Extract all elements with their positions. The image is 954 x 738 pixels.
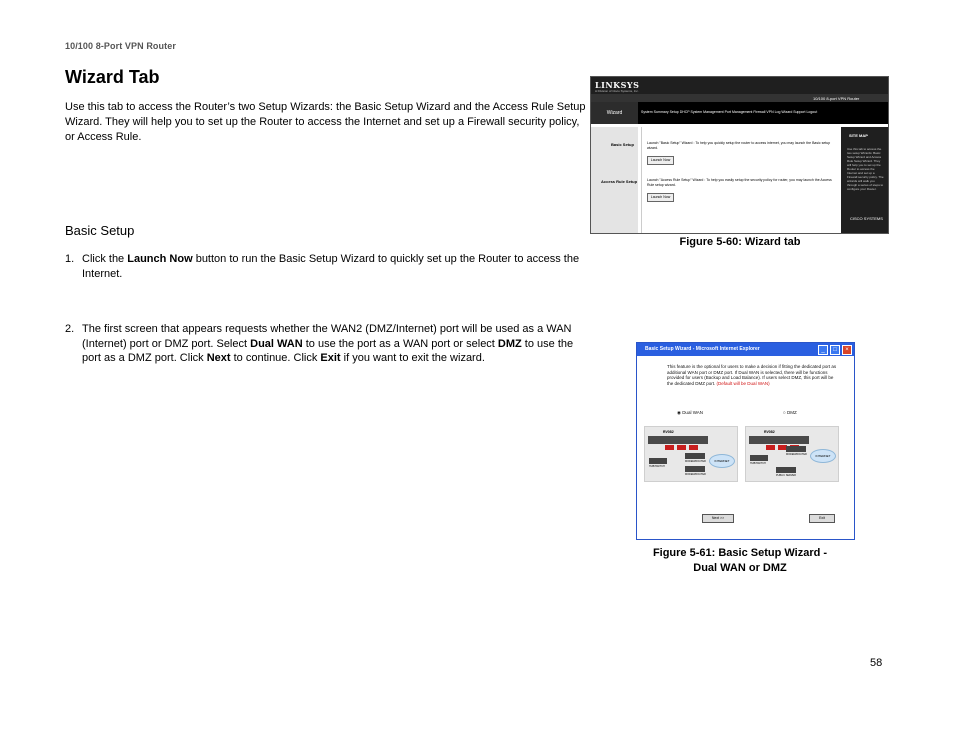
page-title: Wizard Tab [65,67,160,87]
server-label: PUBLIC SERVER [776,474,796,477]
modem-label: MODEM/ROUTER [786,453,807,456]
basic-setup-text: Launch "Basic Setup" Wizard : To help you quickly setup the router to access internet, you may launch the Basic setup wizard. [647,141,831,150]
close-icon: × [842,345,852,355]
left-labels [591,127,638,233]
figure-5-60-caption: Figure 5-60: Wizard tab [679,236,801,248]
main-panel [641,127,838,233]
linksys-logo: LINKSYS [595,80,640,90]
modem-label-2: MODEM/ROUTER [685,473,706,476]
cisco-logo: CISCO SYSTEMS [850,216,883,221]
basic-setup-label: Basic Setup [611,142,634,147]
access-rule-text: Launch "Access Rule Setup" Wizard : To help you easily setup the security policy for router, you may launch the Access Rule setup wizard. [647,178,832,187]
basic-setup-heading: Basic Setup [65,223,135,238]
step-2 [65,322,590,366]
running-head: 10/100 8-Port VPN Router [65,41,176,51]
hub-label: HUB/SWITCH [649,465,665,468]
router-icon [749,436,809,444]
next-term: Next [206,352,231,364]
step-number: 2. [65,323,75,335]
step-number: 1. [65,253,75,265]
dmz-term: DMZ [497,337,522,350]
launch-now-button-2: Launch Now [647,193,674,202]
maximize-icon: □ [830,345,840,355]
next-button: Next >> [702,514,734,523]
dual-wan-term: Dual WAN [250,337,303,350]
window-title: Basic Setup Wizard - Microsoft Internet Explorer [645,346,760,352]
exit-button: Exit [809,514,835,523]
intro-paragraph: Use this tab to access the Router’s two Setup Wizards: the Basic Setup Wizard and the Access Rule Setup Wizard. They will help you to set up the Router to access the Internet and set up a Firewall security policy, or Access Rule. [65,101,586,143]
internet-cloud: INTERNET [709,454,735,468]
help-text: Use this tab to access the two setup Wizards: Basic Setup Wizard and Access Rule Setup Wizard. They will help you to set up the Router to access the Internet and set up a Firewall security policy. The wizards will walk you through a series of steps to configure your Router. [847,147,884,191]
launch-now-button-1: Launch Now [647,156,674,165]
caption-line-1: Figure 5-61: Basic Setup Wizard - [652,547,828,559]
dmz-option: ○ DMZ [783,410,797,415]
server-icon [776,467,796,473]
diagram-label: RV082 [663,430,674,434]
dual-wan-diagram [644,426,738,482]
default-note: (Default will be Dual WAN) [716,380,770,386]
wizard-tab-screenshot [590,76,889,234]
hub-icon [750,455,768,461]
hub-label: HUB/SWITCH [750,462,766,465]
diagram-label: RV082 [764,430,775,434]
help-sidebar [841,127,888,233]
step-text: Click the Launch Now button to run the Basic Setup Wizard to quickly set up the Router to access the Internet. [82,253,580,280]
router-icon [648,436,708,444]
dmz-diagram [745,426,839,482]
wizard-description: This feature is the optional for users to make a decision if fitting the dedicated port as additional WAN port or DMZ port. If Dual WAN is selected, there will be functions provided for users (Backup and Load Balance). If users select DMZ, this port will be the dedicated DMZ port. (Default will be Dual WAN) [667,364,837,386]
access-rule-label: Access Rule Setup [601,179,638,184]
internet-cloud: INTERNET [810,449,836,463]
nav-section-label: Wizard [591,102,638,124]
minimize-icon: _ [818,345,828,355]
brand-subtitle: A Division of Cisco Systems, Inc. [595,89,639,93]
page-number: 58 [870,657,883,669]
modem-label: MODEM/ROUTER [685,460,706,463]
modem-icon-2 [685,466,705,472]
exit-term: Exit [320,352,341,364]
window-title-bar [637,343,854,356]
launch-now-term: Launch Now [127,253,193,265]
caption-line-2: Dual WAN or DMZ [693,562,787,574]
hub-icon [649,458,667,464]
step-text: The first screen that appears requests whether the WAN2 (DMZ/Internet) port will be used as a WAN (Internet) port or DMZ port. Select Dual WAN to use the port as a WAN port or select DMZ to use the port as a DMZ port. Click Next to continue. Click Exit if you want to exit the wizard. [82,323,574,364]
brand-bar [591,77,888,94]
figure-5-61-caption [640,546,840,576]
modem-icon [685,453,705,459]
site-map-link: SITE MAP [849,133,868,138]
nav-items: System Summary Setup DHCP System Management Port Management Firewall VPN Log Wizard Support Logout [641,110,818,114]
step-1 [65,252,590,281]
product-name: 10/100 8-port VPN Router [813,96,860,101]
basic-setup-wizard-screenshot [636,342,855,540]
dual-wan-option: ◉ Dual WAN [677,410,704,415]
modem-icon [786,446,806,452]
